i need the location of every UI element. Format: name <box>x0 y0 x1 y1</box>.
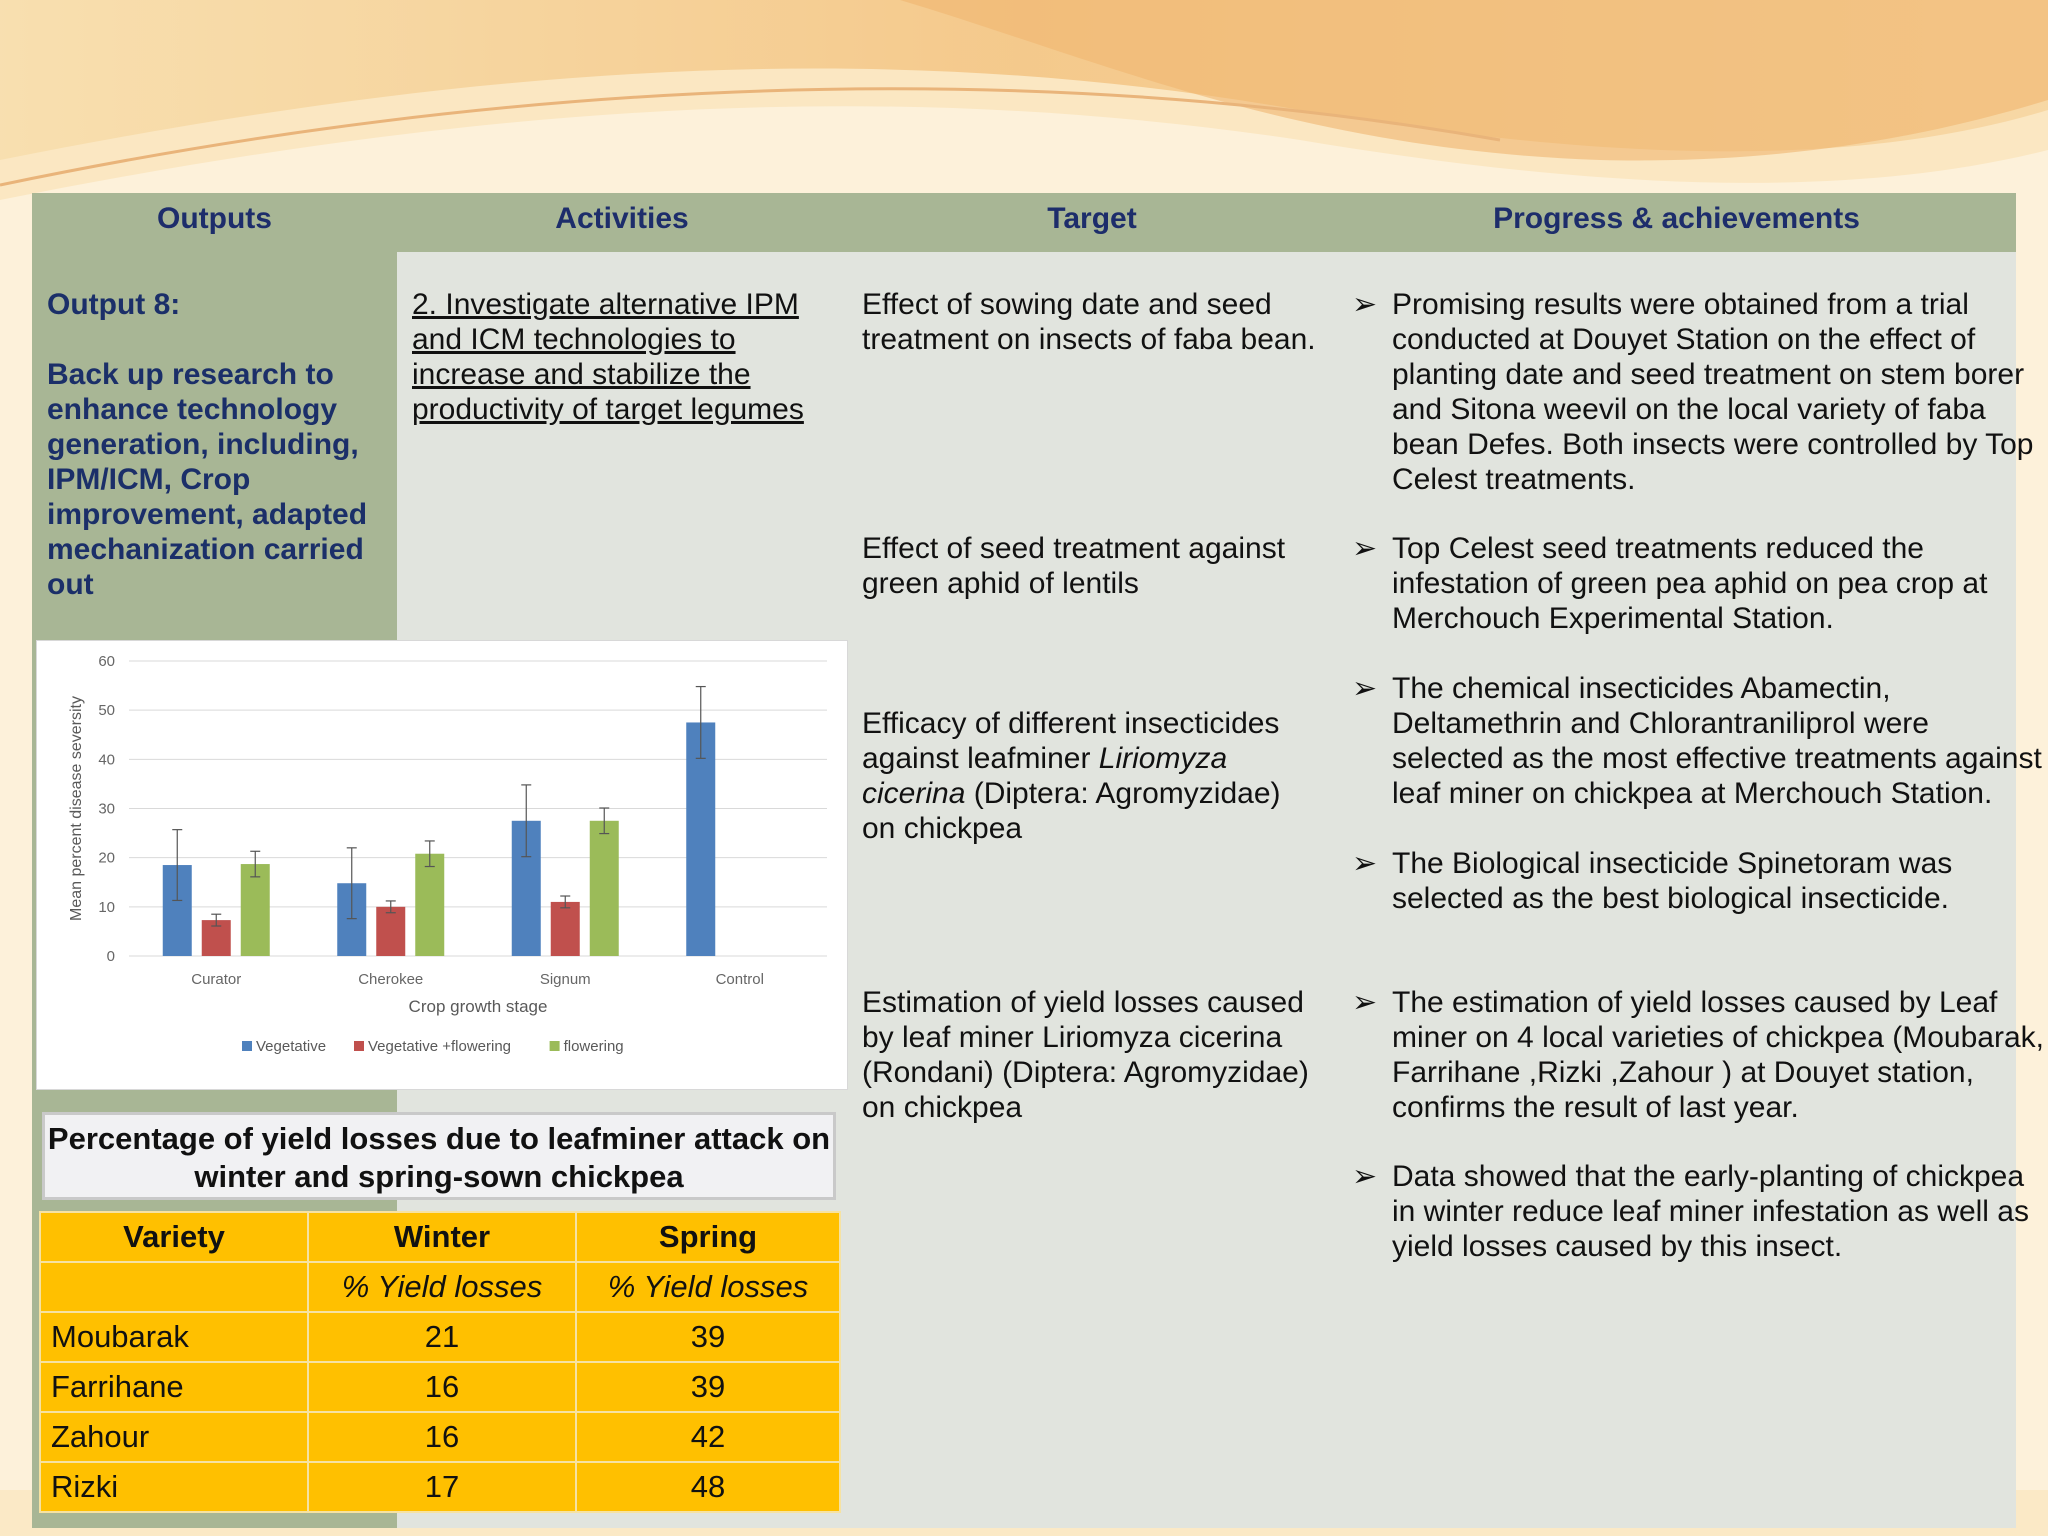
progress-item: ➢ The Biological insecticide Spinetoram was selected as the best biological insecticide. <box>1352 847 1953 915</box>
header-target: Target <box>847 193 1337 252</box>
table-row <box>40 1462 840 1512</box>
header-progress: Progress & achievements <box>1337 193 2016 252</box>
yield-table <box>39 1211 841 1513</box>
bullet-arrow-icon: ➢ <box>1352 672 1378 705</box>
y-tick-label: 0 <box>106 948 115 965</box>
x-tick-label: Cherokee <box>358 971 424 988</box>
legend-label: flowering <box>563 1038 624 1055</box>
column-subheader: % Yield losses <box>576 1262 840 1312</box>
variety-cell: Rizki <box>40 1462 308 1512</box>
bullet-arrow-icon: ➢ <box>1352 1160 1378 1193</box>
target-3: Efficacy of different insecticides against leafminer Liriomyza cicerina (Diptera: Agromyzidae) on chickpea <box>862 707 1281 845</box>
target-4: Estimation of yield losses caused by leaf miner Liriomyza cicerina (Rondani) (Diptera: Agromyzidae) on chickpea <box>862 986 1309 1124</box>
y-tick-label: 50 <box>98 702 115 720</box>
spring-cell: 39 <box>576 1312 840 1362</box>
progress-item: ➢ The chemical insecticides Abamectin, Deltamethrin and Chlorantraniliprol were selected as the most effective treatments against leaf miner on chickpea at Merchouch Station. <box>1352 672 2042 810</box>
variety-cell: Moubarak <box>40 1312 308 1362</box>
target-1: Effect of sowing date and seed treatment on insects of faba bean. <box>862 288 1316 356</box>
bar <box>241 864 270 956</box>
x-axis-label: Crop growth stage <box>408 997 548 1016</box>
winter-cell: 16 <box>308 1412 576 1462</box>
bar <box>415 854 444 956</box>
spring-cell: 48 <box>576 1462 840 1512</box>
y-tick-label: 40 <box>98 751 115 769</box>
legend-swatch <box>354 1041 364 1051</box>
progress-item: ➢ Data showed that the early-planting of chickpea in winter reduce leaf miner infestation as well as yield losses caused by this insect. <box>1352 1160 2029 1263</box>
output-label: Output 8: <box>47 288 181 321</box>
y-tick-label: 10 <box>98 898 115 916</box>
table-row <box>40 1312 840 1362</box>
column-header: Spring <box>576 1212 840 1262</box>
x-tick-label: Signum <box>539 971 591 988</box>
winter-cell: 21 <box>308 1312 576 1362</box>
bullet-arrow-icon: ➢ <box>1352 288 1378 321</box>
output-description: Back up research to enhance technology generation, including, IPM/ICM, Crop improvement, adapted mechanization carried out <box>47 358 368 601</box>
chart-svg <box>37 641 847 1089</box>
legend-label: Vegetative +flowering <box>368 1038 512 1055</box>
y-tick-label: 30 <box>98 800 115 818</box>
bar <box>376 907 405 956</box>
header-activities: Activities <box>397 193 847 252</box>
table-subheader-row <box>40 1262 840 1312</box>
legend-swatch <box>550 1041 560 1051</box>
table-row <box>40 1362 840 1412</box>
table-header-row <box>40 1212 840 1262</box>
spring-cell: 42 <box>576 1412 840 1462</box>
bar <box>551 902 580 956</box>
column-header: Variety <box>40 1212 308 1262</box>
column-header: Winter <box>308 1212 576 1262</box>
x-tick-label: Control <box>715 971 764 988</box>
target-2: Effect of seed treatment against green aphid of lentils <box>862 532 1286 600</box>
yield-table-title: Percentage of yield losses due to leafminer attack on winter and spring-sown chickpea <box>42 1112 836 1200</box>
progress-item: ➢ The estimation of yield losses caused by Leaf miner on 4 local varieties of chickpea (Moubarak, Farrihane ,Rizki ,Zahour ) at Douyet station, confirms the result of last year. <box>1352 986 2044 1124</box>
winter-cell: 17 <box>308 1462 576 1512</box>
header-outputs: Outputs <box>32 193 397 252</box>
bar <box>590 821 619 956</box>
column-subheader <box>40 1262 308 1312</box>
bar-chart <box>36 640 848 1090</box>
variety-cell: Farrihane <box>40 1362 308 1412</box>
spring-cell: 39 <box>576 1362 840 1412</box>
legend-swatch <box>242 1041 252 1051</box>
winter-cell: 16 <box>308 1362 576 1412</box>
bullet-arrow-icon: ➢ <box>1352 847 1378 880</box>
y-axis-label: Mean percent disease seversity <box>68 696 85 921</box>
progress-item: ➢ Promising results were obtained from a trial conducted at Douyet Station on the effect of planting date and seed treatment on stem borer and Sitona weevil on the local variety of faba bean Defes. Both insects were controlled by Top Celest treatments. <box>1352 288 2034 496</box>
table-row <box>40 1412 840 1462</box>
y-tick-label: 20 <box>98 849 115 867</box>
bullet-arrow-icon: ➢ <box>1352 986 1378 1019</box>
x-tick-label: Curator <box>191 971 242 988</box>
legend-label: Vegetative <box>256 1038 327 1055</box>
column-subheader: % Yield losses <box>308 1262 576 1312</box>
activity-text: 2. Investigate alternative IPM and ICM technologies to increase and stabilize the productivity of target legumes <box>412 288 804 426</box>
bullet-arrow-icon: ➢ <box>1352 532 1378 565</box>
progress-item: ➢ Top Celest seed treatments reduced the infestation of green pea aphid on pea crop at Merchouch Experimental Station. <box>1352 532 1988 635</box>
y-tick-label: 60 <box>98 653 115 670</box>
variety-cell: Zahour <box>40 1412 308 1462</box>
